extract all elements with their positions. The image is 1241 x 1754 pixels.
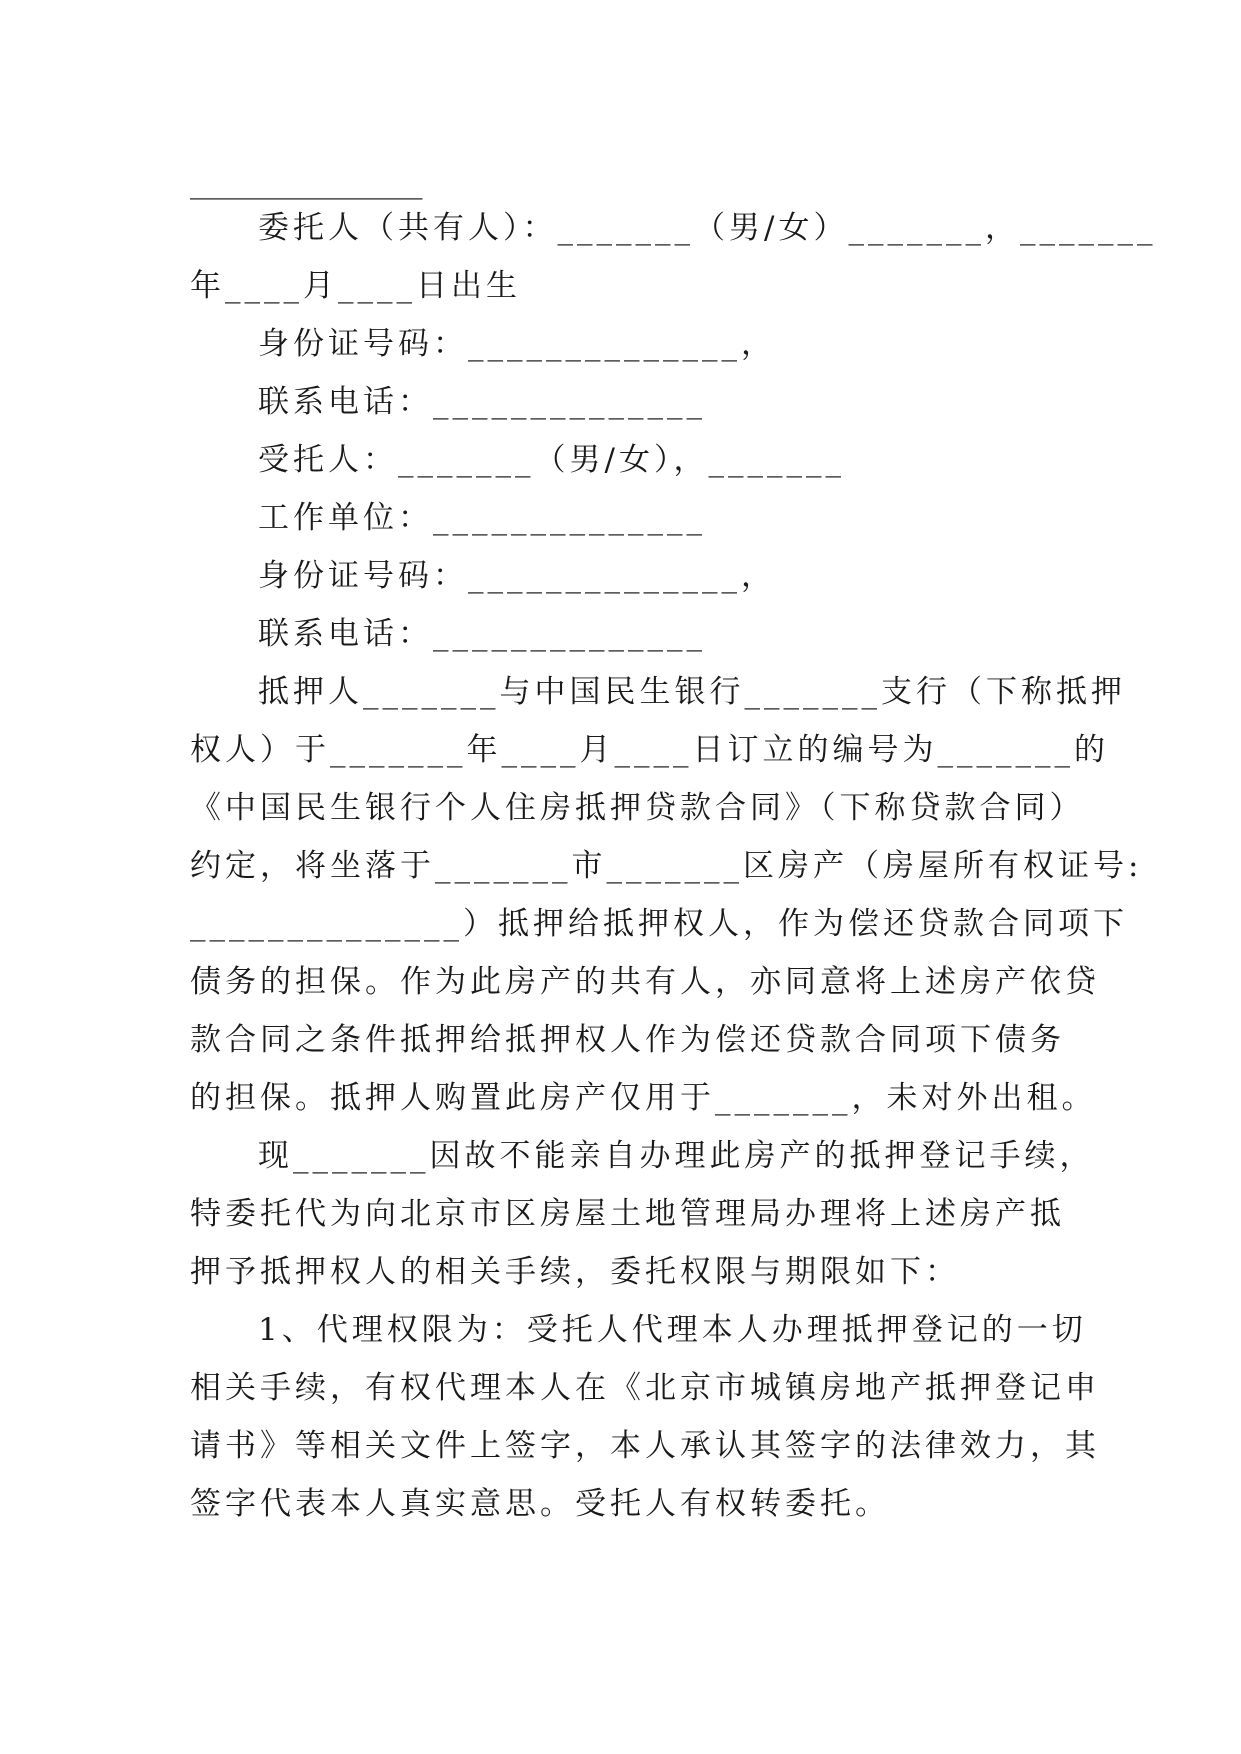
document-page [190, 164, 1157, 1533]
entrust-paragraph-line: 现_______因故不能亲自办理此房产的抵押登记手续， [258, 1138, 1095, 1174]
principal-line: 委托人（共有人）：_______（男/女）_______，_______ [258, 210, 1157, 246]
mortgage-paragraph-line: 《中国民生银行个人住房抵押贷款合同》（下称贷款合同） [190, 790, 1085, 826]
agent-employer-line: 工作单位：______________ [258, 500, 706, 536]
mortgage-paragraph-line: 权人）于_______年____月____日订立的编号为_______的 [190, 732, 1109, 768]
authority-clause-line: 请书》等相关文件上签字，本人承认其签字的法律效力，其 [190, 1428, 1100, 1464]
mortgage-paragraph-line: 约定，将坐落于_______市_______区房产（房屋所有权证号: [190, 848, 1143, 884]
agent-line: 受托人：_______（男/女），_______ [258, 442, 845, 478]
mortgage-paragraph-line: 款合同之条件抵押给抵押权人作为偿还贷款合同项下债务 [190, 1022, 1065, 1058]
authority-clause-line: 签字代表本人真实意思。受托人有权转委托。 [190, 1486, 890, 1522]
entrust-paragraph-line: 特委托代为向北京市区房屋土地管理局办理将上述房产抵 [190, 1196, 1065, 1232]
mortgage-paragraph-line: 债务的担保。作为此房产的共有人，亦同意将上述房产依贷 [190, 964, 1100, 1000]
authority-clause-line: 1、代理权限为：受托人代理本人办理抵押登记的一切 [258, 1312, 1087, 1348]
mortgage-paragraph-line: ______________）抵押给抵押权人，作为偿还贷款合同项下 [190, 906, 1128, 942]
mortgage-paragraph-line: 抵押人_______与中国民生银行_______支行（下称抵押 [258, 674, 1126, 710]
entrust-paragraph-line: 押予抵押权人的相关手续，委托权限与期限如下： [190, 1254, 960, 1290]
top-blank-line: _______________ [190, 164, 423, 200]
principal-id-line: 身份证号码：______________， [258, 326, 776, 362]
birthdate-line: 年____月____日出生 [190, 268, 521, 304]
agent-phone-line: 联系电话：______________ [258, 616, 706, 652]
principal-phone-line: 联系电话：______________ [258, 384, 706, 420]
agent-id-line: 身份证号码：______________， [258, 558, 776, 594]
authority-clause-line: 相关手续，有权代理本人在《北京市城镇房地产抵押登记申 [190, 1370, 1100, 1406]
mortgage-paragraph-line: 的担保。抵押人购置此房产仅用于_______，未对外出租。 [190, 1080, 1097, 1116]
